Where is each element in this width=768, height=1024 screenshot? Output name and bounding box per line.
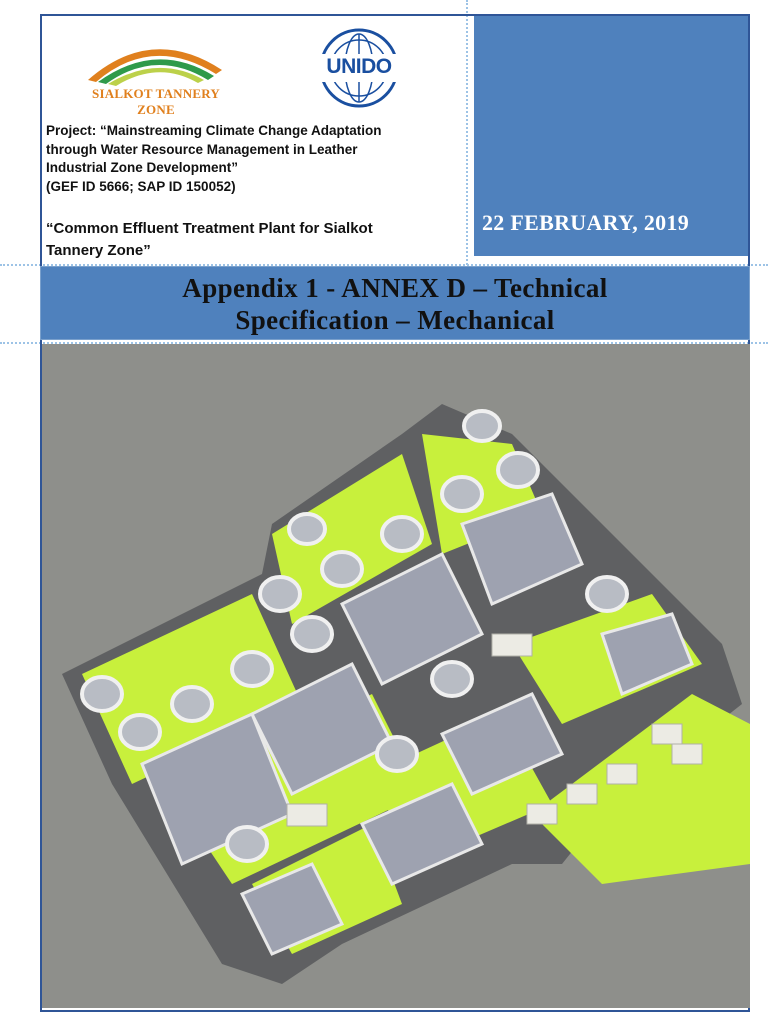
- sialkot-tannery-zone-logo: [82, 30, 230, 117]
- plant-title: [46, 218, 466, 262]
- plant-title-line: “Common Effluent Treatment Plant for Sialkot: [46, 220, 373, 237]
- banner-title-line: Appendix 1 - ANNEX D – Technical: [182, 273, 608, 303]
- appendix-banner: [40, 266, 750, 340]
- unido-logo-text: UNIDO: [326, 55, 392, 78]
- project-description: [46, 122, 462, 196]
- project-line: through Water Resource Management in Leather: [46, 141, 358, 157]
- project-line: Industrial Zone Development”: [46, 160, 239, 175]
- unido-logo: [310, 26, 408, 110]
- sialkot-logo-text: SIALKOT TANNERY ZONE: [92, 86, 220, 117]
- plant-layout-illustration: [42, 344, 750, 1008]
- plant-title-line: Tannery Zone”: [46, 242, 151, 259]
- banner-title-line: Specification – Mechanical: [235, 305, 555, 335]
- document-date: 22 FEBRUARY, 2019: [482, 210, 690, 235]
- project-line: Project: “Mainstreaming Climate Change Adaptation: [46, 123, 382, 138]
- plant-rendering: [42, 344, 750, 1008]
- project-ids: (GEF ID 5666; SAP ID 150052): [46, 178, 236, 194]
- sialkot-arc-icon: [82, 30, 230, 88]
